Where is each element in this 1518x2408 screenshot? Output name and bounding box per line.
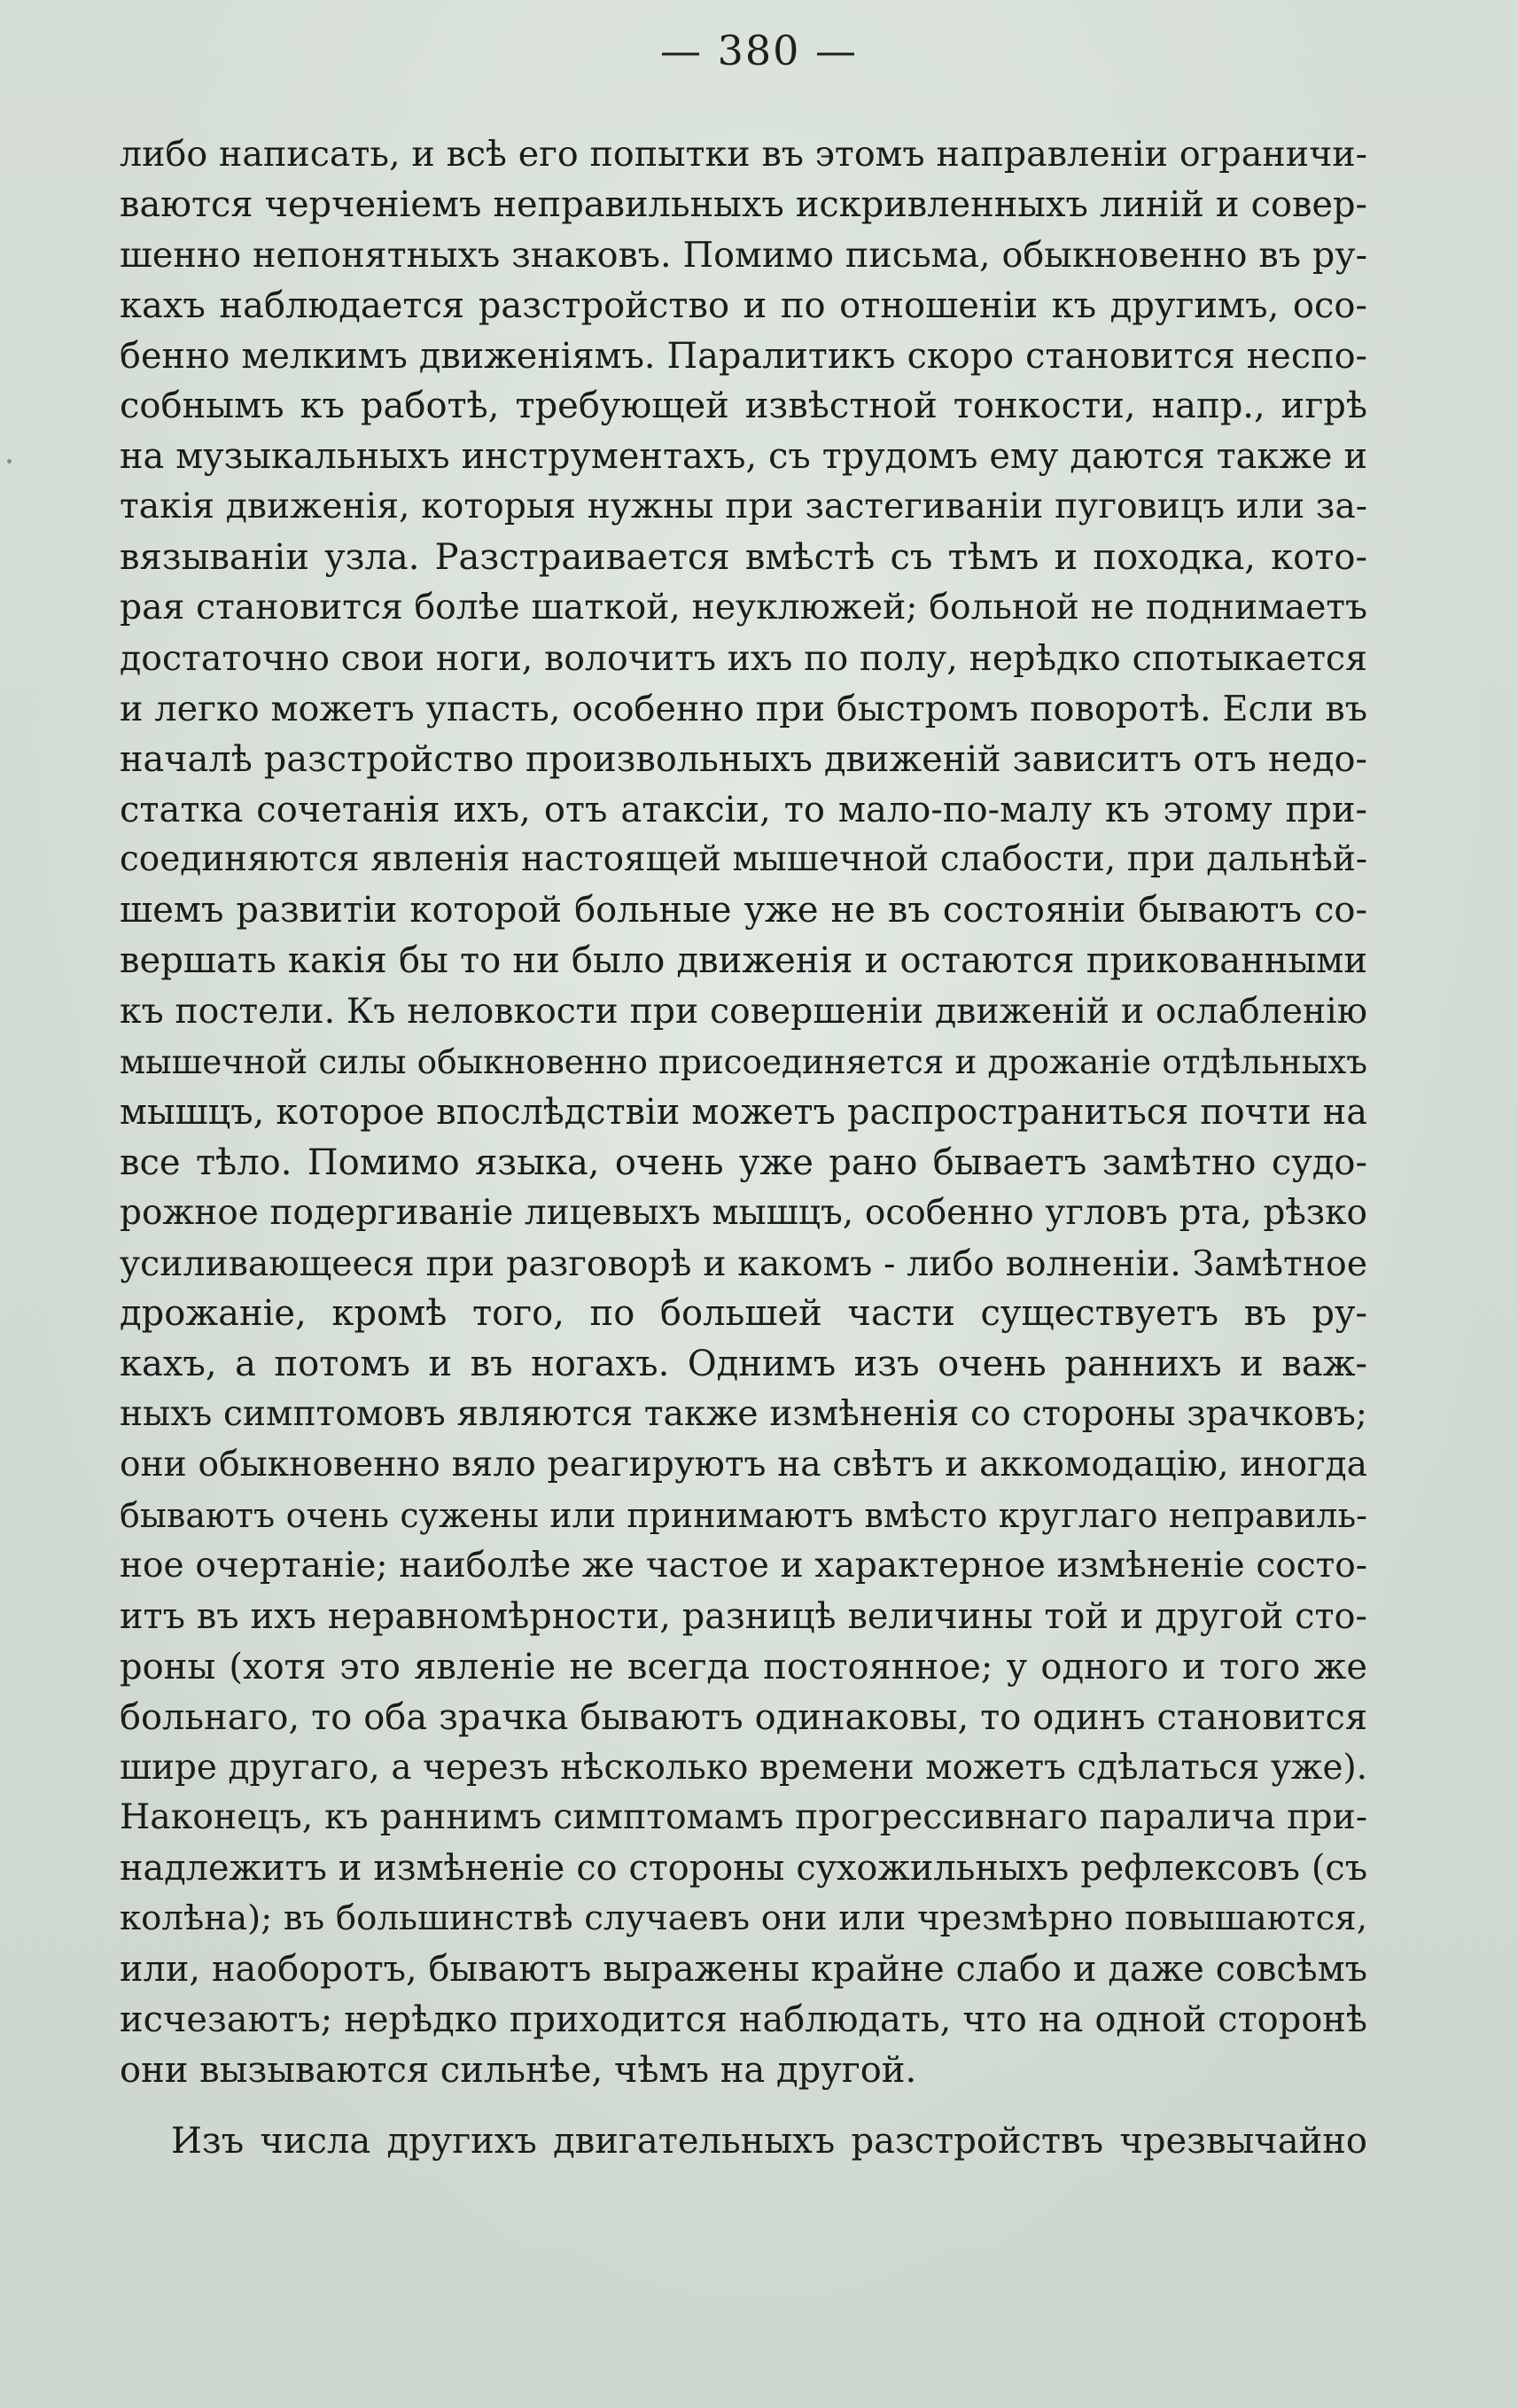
text-line: шемъ развитіи которой больные уже не въ состояніи бываютъ со- bbox=[120, 890, 1367, 931]
paragraph-gap bbox=[120, 2096, 1367, 2116]
text-line: шенно непонятныхъ знаковъ. Помимо письма, обыкновенно въ ру- bbox=[120, 234, 1367, 276]
text-line: дрожаніе, кромѣ того, по большей части существуетъ въ ру- bbox=[120, 1293, 1367, 1335]
text-line: роны (хотя это явленіе не всегда постоянное; у одного и того же bbox=[120, 1646, 1367, 1687]
text-line: бываютъ очень сужены или принимаютъ вмѣсто круглаго неправиль- bbox=[120, 1496, 1367, 1536]
text-line: или, наоборотъ, бываютъ выражены крайне слабо и даже совсѣмъ bbox=[120, 1949, 1367, 1991]
text-line: кахъ наблюдается разстройство и по отношеніи къ другимъ, осо- bbox=[120, 284, 1367, 326]
text-line: мышцъ, которое впослѣдствіи можетъ распространиться почти на bbox=[120, 1091, 1367, 1133]
text-line: либо написать, и всѣ его попытки въ этомъ направленіи ограничи- bbox=[120, 134, 1367, 175]
text-line: статка сочетанія ихъ, отъ атаксіи, то мало-по-малу къ этому при- bbox=[120, 789, 1367, 830]
text-line: рожное подергиваніе лицевыхъ мышцъ, особенно угловъ рта, рѣзко bbox=[120, 1192, 1367, 1233]
text-line: вершать какія бы то ни было движенія и остаются прикованными bbox=[120, 940, 1367, 982]
text-line: такія движенія, которыя нужны при застегиваніи пуговицъ или за- bbox=[120, 487, 1367, 527]
body-text bbox=[120, 129, 1367, 2167]
text-line: къ постели. Къ неловкости при совершеніи движеній и ослабленію bbox=[120, 991, 1367, 1033]
text-line: ныхъ симптомовъ являются также измѣненія со стороны зрачковъ; bbox=[120, 1394, 1367, 1435]
text-line: они обыкновенно вяло реагируютъ на свѣтъ и аккомодацію, иногда bbox=[120, 1445, 1367, 1485]
paper-speck bbox=[7, 459, 12, 464]
paragraph-1 bbox=[120, 129, 1367, 2096]
text-line: рая становится болѣе шаткой, неуклюжей; больной не поднимаетъ bbox=[120, 588, 1367, 628]
text-line: мышечной силы обыкновенно присоединяется и дрожаніе отдѣльныхъ bbox=[120, 1042, 1367, 1082]
text-line: бенно мелкимъ движеніямъ. Паралитикъ скоро становится неспо- bbox=[120, 335, 1367, 377]
text-line: больнаго, то оба зрачка бываютъ одинаковы, то одинъ становится bbox=[120, 1696, 1367, 1738]
text-line: шире другаго, а черезъ нѣсколько времени можетъ сдѣлаться уже). bbox=[120, 1747, 1367, 1788]
page-number: — 380 — bbox=[659, 27, 859, 74]
text-line: итъ въ ихъ неравномѣрности, разницѣ величины той и другой сто- bbox=[120, 1595, 1367, 1637]
text-line: ное очертаніе; наиболѣе же частое и характерное измѣненіе состо- bbox=[120, 1545, 1367, 1586]
text-line: Изъ числа другихъ двигательныхъ разстройствъ чрезвычайно bbox=[171, 2120, 1367, 2162]
text-line: усиливающееся при разговорѣ и какомъ - либо волненіи. Замѣтное bbox=[120, 1243, 1367, 1284]
text-line: они вызываются сильнѣе, чѣмъ на другой. bbox=[120, 2049, 917, 2091]
text-line: колѣна); въ большинствѣ случаевъ они или чрезмѣрно повышаются, bbox=[120, 1898, 1367, 1939]
text-line: Наконецъ, къ раннимъ симптомамъ прогрессивнаго паралича при- bbox=[120, 1797, 1367, 1838]
text-line: достаточно свои ноги, волочитъ ихъ по полу, нерѣдко спотыкается bbox=[120, 637, 1367, 679]
paragraph-2 bbox=[120, 2116, 1367, 2167]
text-line: исчезаютъ; нерѣдко приходится наблюдать, что на одной сторонѣ bbox=[120, 1999, 1367, 2040]
text-line: вязываніи узла. Разстраивается вмѣстѣ съ тѣмъ и походка, кото- bbox=[120, 537, 1367, 579]
text-line: началѣ разстройство произвольныхъ движеній зависитъ отъ недо- bbox=[120, 738, 1367, 780]
text-line: на музыкальныхъ инструментахъ, съ трудомъ ему даются также и bbox=[120, 436, 1367, 478]
text-line: все тѣло. Помимо языка, очень уже рано бываетъ замѣтно судо- bbox=[120, 1142, 1367, 1183]
text-line: и легко можетъ упасть, особенно при быстромъ поворотѣ. Если въ bbox=[120, 688, 1367, 729]
text-line: надлежитъ и измѣненіе со стороны сухожильныхъ рефлексовъ (съ bbox=[120, 1848, 1367, 1890]
text-line: собнымъ къ работѣ, требующей извѣстной тонкости, напр., игрѣ bbox=[120, 386, 1367, 427]
text-line: ваются черченіемъ неправильныхъ искривленныхъ линій и совер- bbox=[120, 183, 1367, 225]
text-line: соединяются явленія настоящей мышечной слабости, при дальнѣй- bbox=[120, 839, 1367, 880]
text-line: кахъ, а потомъ и въ ногахъ. Однимъ изъ очень раннихъ и важ- bbox=[120, 1344, 1367, 1385]
